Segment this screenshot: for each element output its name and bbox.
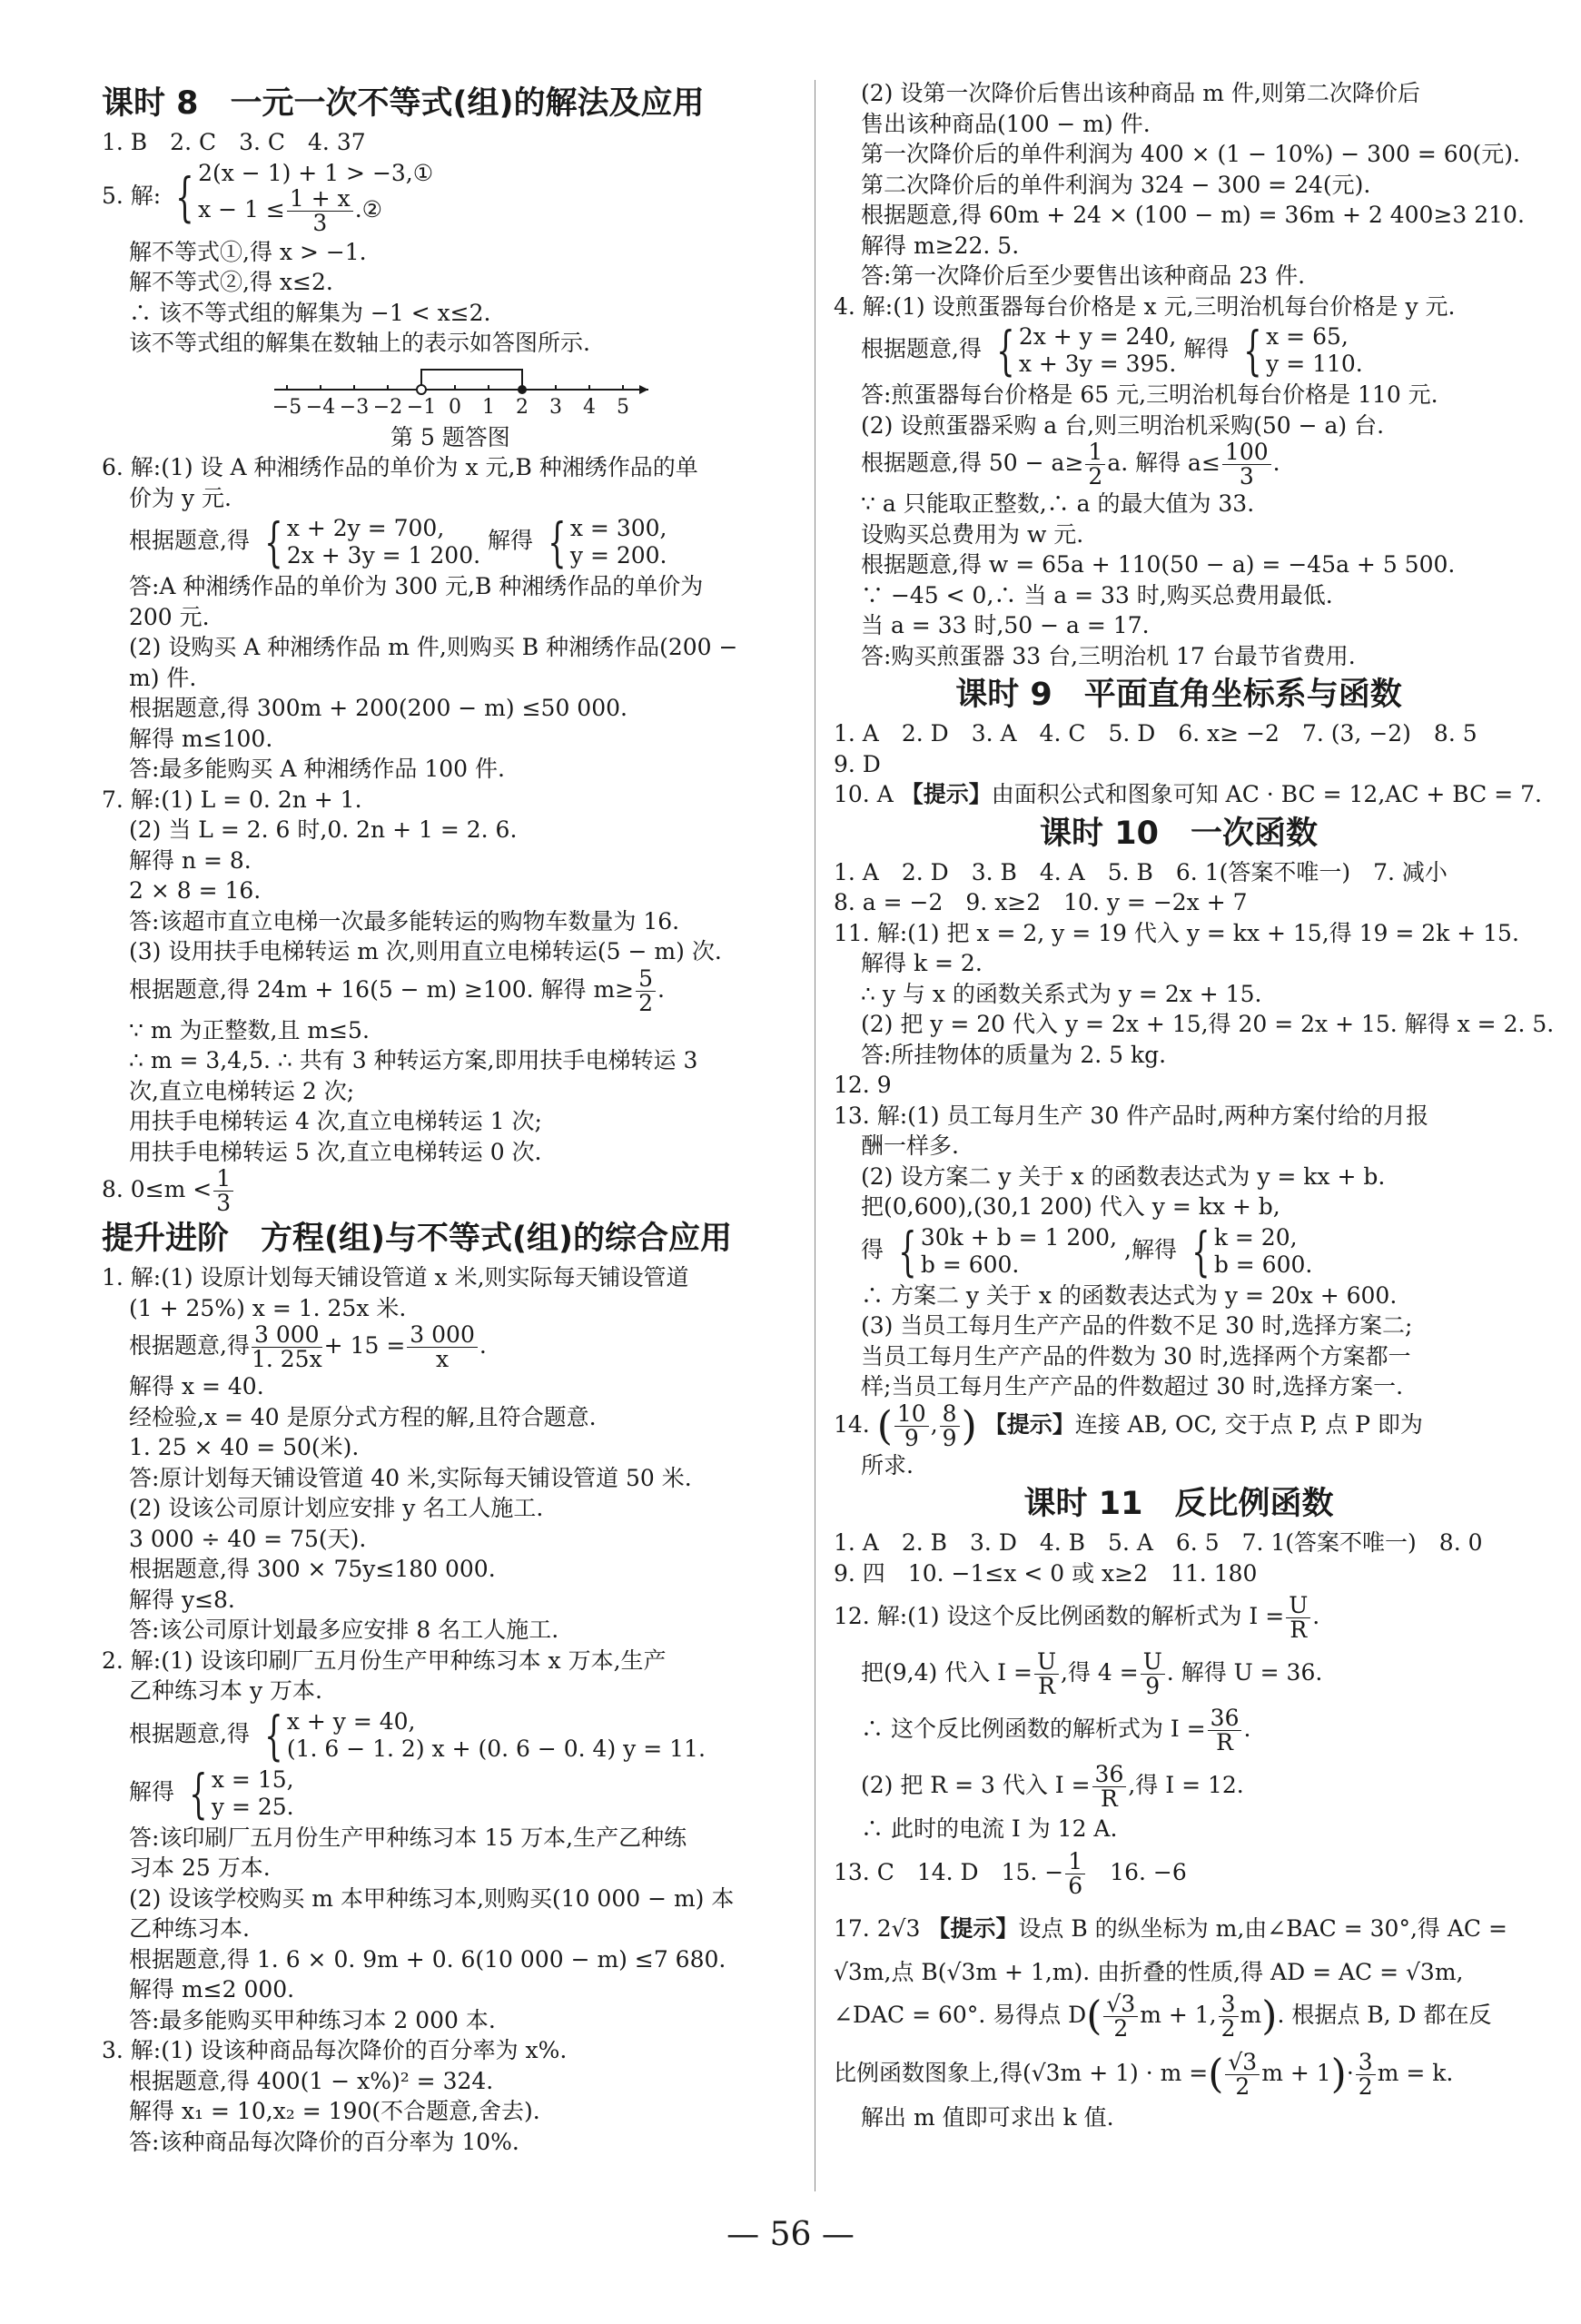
equation-system: { 2(x − 1) + 1 > −3,① x − 1 ≤ $\frac{1 + x}{3}$ .②	[175, 159, 434, 236]
answer-line: 200 元.	[129, 603, 210, 630]
answer-line: (2) 把 R = 3 代入 I = $\frac{36}{R}$ ,得 I = 12.	[861, 1761, 1244, 1812]
answer-line: 酬一样多.	[861, 1132, 959, 1159]
equation-system: { 2x + y = 240, x + 3y = 395.	[996, 320, 1177, 381]
answer-line: 根据题意,得 60m + 24 × (100 − m) = 36m + 2 400≥3 210.	[861, 202, 1525, 228]
solution-system: { x = 15, y = 25.	[189, 1762, 294, 1825]
q13-system: 得 { 30k + b = 1 200, b = 600. ,解得 { k = 20, b = 600.	[861, 1220, 1313, 1282]
section-title-lesson-9: 课时 9 平面直角坐标系与函数	[955, 677, 1402, 713]
answer-line: 13. 解:(1) 员工每月生产 30 件产品时,两种方案付给的月报	[834, 1102, 1429, 1129]
hint-label: 【提示】	[983, 1410, 1075, 1438]
number-line	[274, 362, 656, 422]
left-column	[102, 80, 796, 2157]
answer-line: 答:A 种湘绣作品的单价为 300 元,B 种湘绣作品的单价为	[129, 573, 704, 599]
fraction: $\frac{1}{6}$	[1065, 1850, 1085, 1898]
solution-system: { k = 20, b = 600.	[1191, 1220, 1313, 1282]
answer-line: ∵ −45 < 0,∴ 当 a = 33 时,购买总费用最低.	[861, 581, 1333, 608]
hint-label: 【提示】	[900, 781, 992, 807]
answer-line: 所求.	[861, 1451, 914, 1478]
answer-line: (2) 当 L = 2. 6 时,0. 2n + 1 = 2. 6.	[129, 816, 518, 843]
answer-line: 把(9,4) 代入 I = $\frac{U}{R}$ ,得 4 = $\frac{U}{9}$ . 解得 U = 36.	[861, 1648, 1323, 1699]
tick-label: −5	[274, 395, 302, 419]
answer-line: 解得 m≤2 000.	[129, 1976, 295, 2003]
answer-line: 6. 解:(1) 设 A 种湘绣作品的单价为 x 元,B 种湘绣作品的单	[102, 454, 698, 480]
answer-line: ∴ 此时的电流 I 为 12 A.	[861, 1815, 1118, 1842]
fraction: $\frac{8}{9}$	[940, 1402, 960, 1450]
right-column	[834, 78, 1555, 2133]
answer-line: 样;当员工每月生产产品的件数超过 30 时,选择方案一.	[861, 1373, 1404, 1399]
answer-line: 用扶手电梯转运 5 次,直立电梯转运 0 次.	[129, 1138, 542, 1165]
answer-line: 解不等式①,得 x > −1.	[129, 238, 367, 265]
answer-line: 14. ( $\frac{10}{9}$ , $\frac{8}{9}$ ) 【提示】连接 AB, OC, 交于点 P, 点 P 即为	[834, 1399, 1423, 1451]
axis-arrow	[639, 385, 648, 394]
answer-line: 售出该种商品(100 − m) 件.	[861, 110, 1151, 137]
answer-line: 9. 四 10. −1≤x < 0 或 x≥2 11. 180	[834, 1559, 1258, 1587]
answer-line: 根据题意,得 300 × 75y≤180 000.	[129, 1556, 496, 1582]
answer-line: 设购买总费用为 w 元.	[861, 520, 1084, 548]
hint-label: 【提示】	[927, 1914, 1019, 1942]
answer-line: 4. 解:(1) 设煎蛋器每台价格是 x 元,三明治机每台价格是 y 元.	[834, 292, 1456, 320]
tick-label: 2	[516, 395, 529, 419]
answer-line: 2. 解:(1) 设该印刷厂五月份生产甲种练习本 x 万本,生产	[102, 1647, 667, 1674]
answer-line: (1 + 25%) x = 1. 25x 米.	[129, 1294, 407, 1321]
answer-line: 12. 解:(1) 设这个反比例函数的解析式为 I = $\frac{U}{R}$ .	[834, 1592, 1320, 1643]
answer-line: 2 × 8 = 16.	[129, 877, 262, 904]
answer-line: 9. D	[834, 750, 881, 777]
answer-line: 根据题意,得 1. 6 × 0. 9m + 0. 6(10 000 − m) ≤7 680.	[129, 1945, 726, 1973]
fraction: $\frac{3 000}{1. 25x}$	[251, 1321, 322, 1372]
answer-line: 答:购买煎蛋器 33 台,三明治机 17 台最节省费用.	[861, 642, 1356, 669]
fraction: $\frac{36}{R}$	[1092, 1763, 1127, 1811]
answer-line: ∴ m = 3,4,5. ∴ 共有 3 种转运方案,即用扶手电梯转运 3	[129, 1047, 698, 1073]
answer-line: √3m,点 B(√3m + 1,m). 由折叠的性质,得 AD = AC = √3m,	[834, 1958, 1464, 1985]
answer-line: (2) 设购买 A 种湘绣作品 m 件,则购买 B 种湘绣作品(200 −	[129, 634, 738, 660]
tick-label: −4	[305, 395, 336, 419]
answer-line: (2) 把 y = 20 代入 y = 2x + 15,得 20 = 2x + 15. 解得 x = 2. 5.	[861, 1011, 1555, 1037]
answer-line: ∴ 方案二 y 关于 x 的函数表达式为 y = 20x + 600.	[861, 1281, 1398, 1309]
fraction: $\frac{1}{3}$	[213, 1167, 233, 1215]
fraction: $\frac{3}{2}$	[1356, 2051, 1376, 2099]
answer-line: 答:煎蛋器每台价格是 65 元,三明治机每台价格是 110 元.	[861, 381, 1438, 408]
answer-line: 17. 2√3 【提示】设点 B 的纵坐标为 m,由∠BAC = 30°,得 AC =	[834, 1914, 1507, 1942]
answer-line: 13. C 14. D 15. − $\frac{1}{6}$ 16. −6	[834, 1847, 1187, 1899]
answer-line: 第一次降价后的单件利润为 400 × (1 − 10%) − 300 = 60(元).	[861, 141, 1520, 167]
answer-line: 1. A 2. B 3. D 4. B 5. A 6. 5 7. 1(答案不唯一) 8. 0	[834, 1529, 1483, 1556]
answer-line: ∴ 这个反比例函数的解析式为 I = $\frac{36}{R}$ .	[861, 1705, 1251, 1755]
tick-label: 1	[482, 395, 495, 419]
answer-line: 次,直立电梯转运 2 次;	[129, 1077, 355, 1104]
equation-system: { x + 2y = 700, 2x + 3y = 1 200.	[264, 511, 481, 573]
answer-line: 解得 x = 40.	[129, 1373, 264, 1399]
answer-line: 解不等式②,得 x≤2.	[129, 269, 333, 295]
answer-line: 1. 25 × 40 = 50(米).	[129, 1434, 360, 1460]
answer-line: 解得 m≥22. 5.	[861, 232, 1020, 259]
answer-line: 乙种练习本 y 万本.	[129, 1677, 322, 1704]
tick-label: 5	[617, 395, 629, 419]
answer-line: 根据题意,得 $\frac{3 000}{1. 25x}$ + 15 = $\frac{3 000}{x}$ .	[129, 1321, 487, 1372]
fraction: $\frac{U}{9}$	[1141, 1650, 1165, 1698]
answer-line: 3 000 ÷ 40 = 75(天).	[129, 1525, 367, 1552]
section-title-lesson-10: 课时 10 一次函数	[1040, 815, 1318, 852]
answer-line: 根据题意,得 24m + 16(5 − m) ≥100. 解得 m≥ $\frac{5}{2}$ .	[129, 964, 665, 1016]
answer-line: 把(0,600),(30,1 200) 代入 y = kx + b,	[861, 1193, 1280, 1220]
answer-line: 解得 k = 2.	[861, 950, 983, 976]
fraction: $\frac{3 000}{x}$	[407, 1323, 478, 1371]
section-title-lesson-8: 课时 8 一元一次不等式(组)的解法及应用	[102, 85, 705, 122]
answer-line: 根据题意,得 50 − a≥ $\frac{1}{2}$ a. 解得 a≤ $\frac{100}{3}$ .	[861, 439, 1280, 490]
answer-line: 根据题意,得 400(1 − x%)² = 324.	[129, 2067, 494, 2094]
answer-line: 乙种练习本.	[129, 1915, 250, 1942]
fraction: $\frac{√3}{2}$	[1225, 2051, 1260, 2099]
fraction: $\frac{1}{2}$	[1085, 440, 1105, 489]
answer-line: 解得 x₁ = 10,x₂ = 190(不合题意,舍去).	[129, 2098, 540, 2124]
answer-line: 10. A 【提示】由面积公式和图象可知 AC · BC = 12,AC + BC = 7.	[834, 781, 1542, 807]
answer-line: 答:该种商品每次降价的百分率为 10%.	[129, 2128, 519, 2155]
answer-line: 1. 解:(1) 设原计划每天铺设管道 x 米,则实际每天铺设管道	[102, 1264, 689, 1291]
answer-line: 3. 解:(1) 设该种商品每次降价的百分率为 x%.	[102, 2037, 568, 2063]
answer-line: ∴ y 与 x 的函数关系式为 y = 2x + 15.	[861, 980, 1262, 1007]
fraction: $\frac{U}{R}$	[1286, 1594, 1310, 1642]
answer-line: ∴ 该不等式组的解集为 −1 < x≤2.	[129, 299, 491, 326]
answer-line: (2) 设该公司原计划应安排 y 名工人施工.	[129, 1495, 544, 1521]
fraction: $\frac{5}{2}$	[636, 967, 656, 1015]
tick-label: −2	[372, 395, 403, 419]
answer-line: 当 a = 33 时,50 − a = 17.	[861, 612, 1150, 638]
answer-line: 7. 解:(1) L = 0. 2n + 1.	[102, 786, 362, 813]
fraction: $\frac{100}{3}$	[1222, 440, 1271, 489]
answer-line: 1. A 2. D 3. A 4. C 5. D 6. x≥ −2 7. (3, −2) 8. 5	[834, 720, 1477, 747]
answer-line: 答:该印刷厂五月份生产甲种练习本 15 万本,生产乙种练	[129, 1824, 687, 1851]
answer-line: 答:所挂物体的质量为 2. 5 kg.	[861, 1041, 1167, 1068]
fraction: $\frac{10}{9}$	[894, 1402, 929, 1450]
fraction: $\frac{3}{2}$	[1219, 1993, 1239, 2041]
answer-line: 答:第一次降价后至少要售出该种商品 23 件.	[861, 262, 1306, 289]
answer-line: 答:最多能购买 A 种湘绣作品 100 件.	[129, 756, 505, 782]
answer-line: 12. 9	[834, 1072, 892, 1098]
tick-label: 3	[549, 395, 562, 419]
tick-label: 4	[583, 395, 596, 419]
solution-system: { x = 300, y = 200.	[548, 511, 667, 573]
answer-line: 8. a = −2 9. x≥2 10. y = −2x + 7	[834, 889, 1248, 915]
answer-line: 当员工每月生产产品的件数为 30 时,选择两个方案都一	[861, 1342, 1411, 1370]
section-title-lesson-11: 课时 11 反比例函数	[1023, 1486, 1334, 1522]
page-number: — 56 —	[726, 2216, 855, 2253]
figure-caption: 第 5 题答图	[390, 423, 510, 450]
q5-system: 5. 解: { 2(x − 1) + 1 > −3,① x − 1 ≤ $\frac{1 + x}{3}$ .②	[102, 159, 434, 236]
section-title-advanced: 提升进阶 方程(组)与不等式(组)的综合应用	[102, 1221, 732, 1257]
q6-system: 根据题意,得 { x + 2y = 700, 2x + 3y = 1 200. 解得 { x = 300, y = 200.	[129, 511, 667, 573]
answer-line: (3) 当员工每月生产产品的件数不足 30 时,选择方案二;	[861, 1312, 1413, 1339]
brace-glyph: {	[175, 166, 194, 228]
answer-line: ∵ a 只能取正整数,∴ a 的最大值为 33.	[861, 490, 1255, 517]
fraction: $\frac{1 + x}{3}$	[287, 187, 353, 235]
fraction: $\frac{√3}{2}$	[1103, 1993, 1138, 2041]
fraction: $\frac{U}{R}$	[1034, 1650, 1059, 1698]
tick-label: 0	[449, 395, 461, 419]
answer-line: 第二次降价后的单件利润为 324 − 300 = 24(元).	[861, 171, 1371, 198]
answer-line: 答:最多能购买甲种练习本 2 000 本.	[129, 2006, 496, 2033]
answer-line: 8. 0≤m < $\frac{1}{3}$	[102, 1167, 796, 1215]
answer-line: 根据题意,得 w = 65a + 110(50 − a) = −45a + 5 500.	[861, 551, 1456, 578]
number-line-figure	[274, 362, 656, 422]
solution-bracket	[421, 370, 522, 390]
answer-line: 比例函数图象上,得(√3m + 1) · m =( $\frac{√3}{2}$ m + 1)· $\frac{3}{2}$ m = k.	[834, 2048, 1454, 2100]
closed-endpoint	[518, 385, 527, 394]
answer-line: 11. 解:(1) 把 x = 2, y = 19 代入 y = kx + 15,得 19 = 2k + 15.	[834, 919, 1519, 946]
answer-line: 答:该超市直立电梯一次最多能转运的购物车数量为 16.	[129, 907, 680, 935]
equation-system: { 30k + b = 1 200, b = 600.	[898, 1220, 1118, 1282]
answer-line: 用扶手电梯转运 4 次,直立电梯转运 1 次;	[129, 1108, 542, 1134]
answer-line: 该不等式组的解集在数轴上的表示如答图所示.	[129, 330, 590, 356]
answer-line: 经检验,x = 40 是原分式方程的解,且符合题意.	[129, 1403, 597, 1430]
answer-line: 1. B 2. C 3. C 4. 37	[102, 129, 366, 155]
answer-line: 解得 m≤100.	[129, 725, 273, 752]
answer-line: 1. A 2. D 3. B 4. A 5. B 6. 1(答案不唯一) 7. 减小	[834, 858, 1448, 885]
a2-solution: 解得 { x = 15, y = 25.	[129, 1762, 294, 1825]
answer-line: 根据题意,得 300m + 200(200 − m) ≤50 000.	[129, 695, 627, 721]
answer-line: 价为 y 元.	[129, 484, 232, 511]
a2-system: 根据题意,得 { x + y = 40, (1. 6 − 1. 2) x + (0. 6 − 0. 4) y = 11.	[129, 1704, 706, 1766]
answer-line: 解得 n = 8.	[129, 846, 252, 874]
equation-system: { x + y = 40, (1. 6 − 1. 2) x + (0. 6 − 0. 4) y = 11.	[264, 1704, 706, 1766]
answer-line: 答:原计划每天铺设管道 40 米,实际每天铺设管道 50 米.	[129, 1464, 692, 1491]
answer-line: (3) 设用扶手电梯转运 m 次,则用直立电梯转运(5 − m) 次.	[129, 938, 722, 964]
answer-line: (2) 设煎蛋器采购 a 台,则三明治机采购(50 − a) 台.	[861, 411, 1385, 439]
tick-label: −3	[339, 395, 370, 419]
answer-line: 习本 25 万本.	[129, 1854, 271, 1881]
a4-system: 根据题意,得 { 2x + y = 240, x + 3y = 395. 解得 { x = 65, y = 110.	[861, 320, 1363, 381]
answer-line: (2) 设方案二 y 关于 x 的函数表达式为 y = kx + b.	[861, 1162, 1386, 1190]
answer-line: (2) 设该学校购买 m 本甲种练习本,则购买(10 000 − m) 本	[129, 1884, 735, 1912]
open-endpoint	[417, 385, 426, 394]
answer-line: 答:该公司原计划最多应安排 8 名工人施工.	[129, 1617, 559, 1643]
answer-line: 解得 y≤8.	[129, 1586, 235, 1613]
solution-system: { x = 65, y = 110.	[1243, 320, 1363, 381]
answer-line: ∠DAC = 60°. 易得点 D( $\frac{√3}{2}$ m + 1, $\frac{3}{2}$ m). 根据点 B, D 都在反	[834, 1991, 1492, 2042]
tick-label: −1	[406, 395, 437, 419]
answer-line: ∵ m 为正整数,且 m≤5.	[129, 1016, 370, 1043]
answer-line: (2) 设第一次降价后售出该种商品 m 件,则第二次降价后	[861, 80, 1420, 106]
answer-line: m) 件.	[129, 664, 197, 691]
fraction: $\frac{36}{R}$	[1208, 1706, 1242, 1755]
answer-line: 解出 m 值即可求出 k 值.	[861, 2104, 1114, 2131]
